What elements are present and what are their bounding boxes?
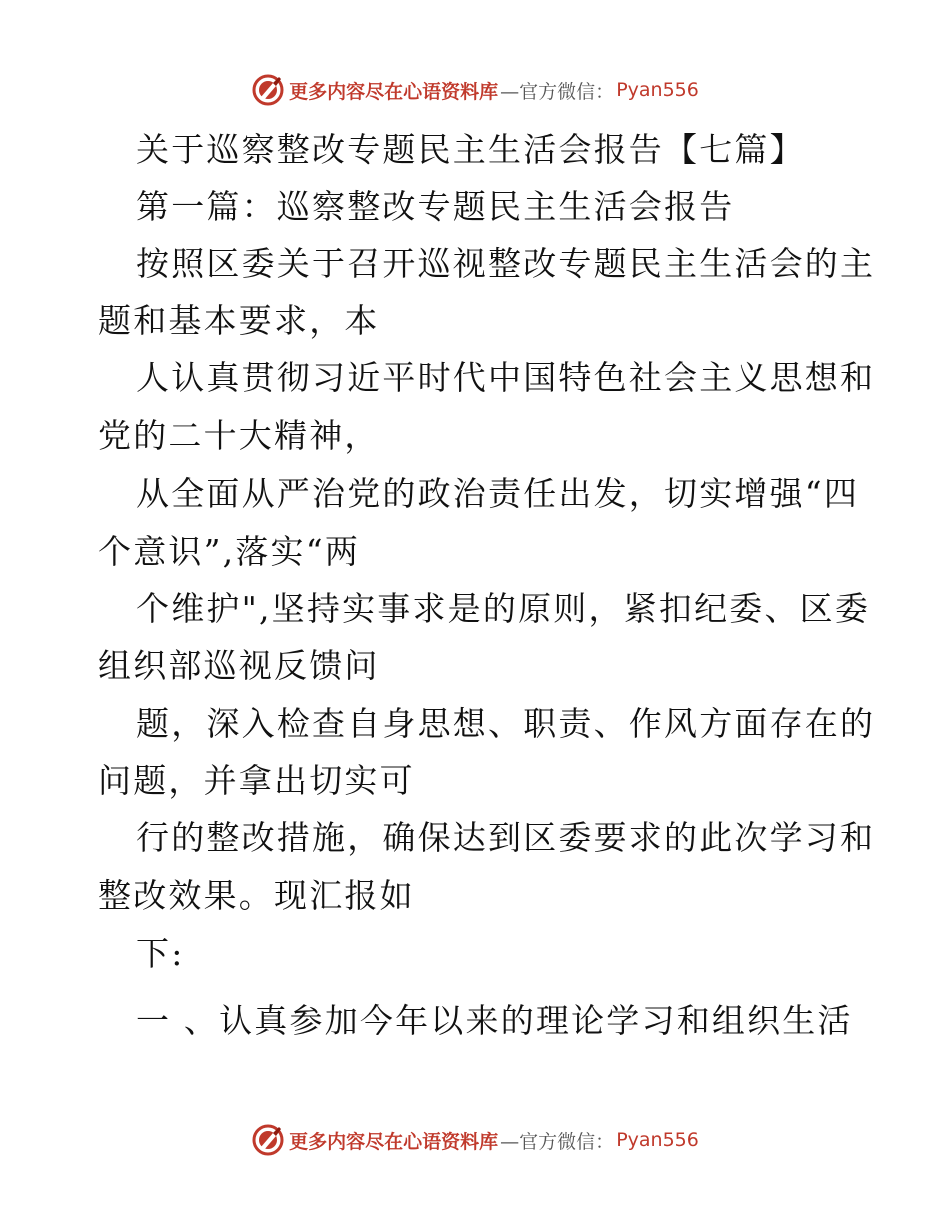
body-line: 组织部巡视反馈问 bbox=[98, 646, 380, 685]
watermark-official-label: —官方微信： bbox=[500, 80, 615, 103]
body-line: 人认真贯彻习近平时代中国特色社会主义思想和 bbox=[136, 358, 876, 397]
watermark-official-label: —官方微信： bbox=[500, 1130, 615, 1153]
body-line: 下: bbox=[136, 934, 185, 973]
section-heading: 一 、认真参加今年以来的理论学习和组织生活 bbox=[136, 1001, 853, 1040]
watermark-brand-text: 更多内容尽在心语资料库 bbox=[289, 1130, 499, 1153]
watermark-brand-text: 更多内容尽在心语资料库 bbox=[289, 80, 499, 103]
body-line: 行的整改措施，确保达到区委要求的此次学习和 bbox=[136, 818, 876, 857]
body-line: 个维护",坚持实事求是的原则，紧扣纪委、区委 bbox=[136, 589, 871, 628]
body-line: 整改效果。现汇报如 bbox=[98, 876, 415, 915]
body-line: 题和基本要求，本 bbox=[98, 301, 380, 340]
watermark-wechat-id: Pyan556 bbox=[616, 79, 699, 101]
body-line: 问题，并拿出切实可 bbox=[98, 761, 415, 800]
body-line: 个意识”,落实“两 bbox=[98, 532, 361, 571]
section-heading: 第一篇：巡察整改专题民主生活会报告 bbox=[136, 187, 735, 226]
body-line: 党的二十大精神， bbox=[98, 416, 380, 455]
pen-nib-circle-icon bbox=[251, 1123, 285, 1157]
body-line: 题，深入检查自身思想、职责、作风方面存在的 bbox=[136, 704, 876, 743]
body-line: 从全面从严治党的政治责任出发，切实增强“四 bbox=[136, 474, 860, 513]
body-line: 按照区委关于召开巡视整改专题民主生活会的主 bbox=[136, 244, 876, 283]
watermark-wechat-id: Pyan556 bbox=[616, 1129, 699, 1151]
document-title: 关于巡察整改专题民主生活会报告【七篇】 bbox=[136, 130, 805, 169]
footer-watermark bbox=[0, 1120, 950, 1160]
